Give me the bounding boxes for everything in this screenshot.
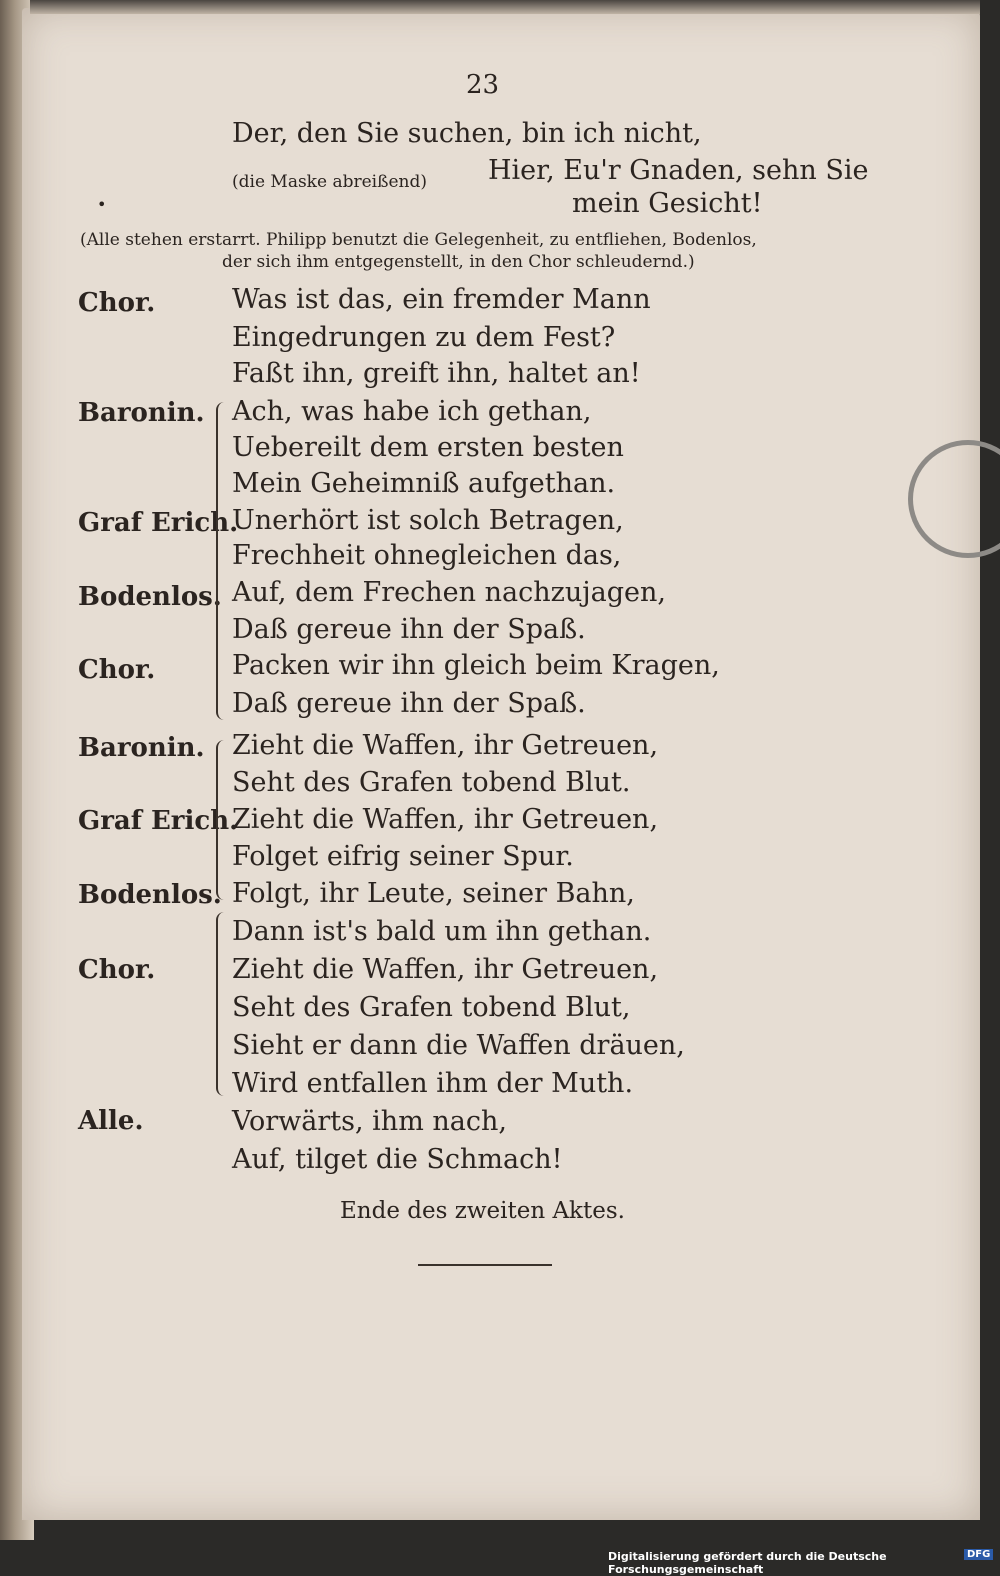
opening-line-2: Hier, Eu'r Gnaden, sehn Sie: [488, 155, 869, 186]
ensemble-brace-1: [216, 402, 228, 720]
stage-note-line-1: (Alle stehen erstarrt. Philipp benutzt die Gelegenheit, zu entfliehen, Bodenlos,: [80, 230, 757, 250]
page-number: 23: [466, 70, 500, 100]
verse-line: Sieht er dann die Waffen dräuen,: [232, 1030, 685, 1061]
verse-line: Packen wir ihn gleich beim Kragen,: [232, 650, 720, 681]
speaker-baronin-1: Baronin.: [78, 398, 205, 428]
verse-line: Folget eifrig seiner Spur.: [232, 841, 574, 872]
dfg-logo: DFG: [964, 1549, 993, 1560]
speaker-graf-erich-2: Graf Erich.: [78, 806, 239, 836]
margin-dot: •: [97, 195, 107, 214]
speaker-chor-1: Chor.: [78, 288, 156, 318]
stage-note-line-2: der sich ihm entgegenstellt, in den Chor schleudernd.): [222, 252, 695, 272]
opening-line-3: mein Gesicht!: [572, 188, 763, 219]
page-top-edge: [30, 0, 980, 14]
ensemble-brace-3: [216, 912, 228, 1096]
speaker-graf-erich-1: Graf Erich.: [78, 508, 239, 538]
verse-line: Uebereilt dem ersten besten: [232, 432, 624, 463]
end-rule: [418, 1264, 552, 1266]
ensemble-brace-2: [216, 740, 228, 900]
verse-line: Seht des Grafen tobend Blut,: [232, 992, 631, 1023]
verse-line: Unerhört ist solch Betragen,: [232, 505, 624, 536]
verse-line: Auf, dem Frechen nachzujagen,: [232, 577, 666, 608]
verse-line: Seht des Grafen tobend Blut.: [232, 767, 631, 798]
verse-line: Wird entfallen ihm der Muth.: [232, 1068, 634, 1099]
verse-line: Auf, tilget die Schmach!: [232, 1144, 563, 1175]
verse-line: Zieht die Waffen, ihr Getreuen,: [232, 954, 659, 985]
act-ending: Ende des zweiten Aktes.: [340, 1198, 625, 1224]
speaker-baronin-2: Baronin.: [78, 733, 205, 763]
verse-line: Folgt, ihr Leute, seiner Bahn,: [232, 878, 635, 909]
speaker-chor-2: Chor.: [78, 655, 156, 685]
verse-line: Frechheit ohnegleichen das,: [232, 540, 622, 571]
speaker-bodenlos-1: Bodenlos.: [78, 582, 222, 612]
verse-line: Vorwärts, ihm nach,: [232, 1106, 507, 1137]
verse-line: Faßt ihn, greift ihn, haltet an!: [232, 358, 641, 389]
speaker-bodenlos-2: Bodenlos.: [78, 880, 222, 910]
verse-line: Dann ist's bald um ihn gethan.: [232, 916, 652, 947]
digitization-credit: Digitalisierung gefördert durch die Deutsche Forschungsgemeinschaft: [608, 1550, 887, 1576]
verse-line: Zieht die Waffen, ihr Getreuen,: [232, 804, 659, 835]
speaker-alle: Alle.: [78, 1106, 144, 1136]
verse-line: Mein Geheimniß aufgethan.: [232, 468, 616, 499]
verse-line: Ach, was habe ich gethan,: [232, 396, 592, 427]
speaker-chor-3: Chor.: [78, 955, 156, 985]
verse-line: Eingedrungen zu dem Fest?: [232, 322, 616, 353]
stage-direction-mask: (die Maske abreißend): [232, 172, 427, 192]
opening-line-1: Der, den Sie suchen, bin ich nicht,: [232, 118, 702, 149]
verse-line: Was ist das, ein fremder Mann: [232, 284, 651, 315]
verse-line: Daß gereue ihn der Spaß.: [232, 688, 586, 719]
verse-line: Zieht die Waffen, ihr Getreuen,: [232, 730, 659, 761]
verse-line: Daß gereue ihn der Spaß.: [232, 614, 586, 645]
